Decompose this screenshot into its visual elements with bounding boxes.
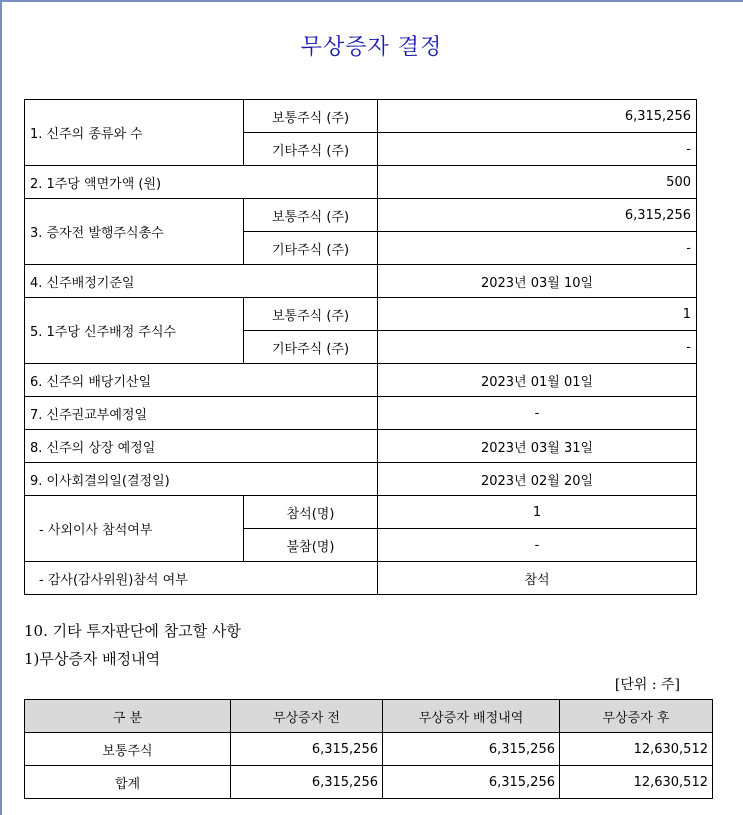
sub-label: 보통주식 (주) xyxy=(244,100,378,133)
row-label: 5. 1주당 신주배정 주식수 xyxy=(25,298,244,364)
sub-label: 기타주식 (주) xyxy=(244,232,378,265)
page-title: 무상증자 결정 xyxy=(300,35,443,60)
cell-value: 2023년 01월 01일 xyxy=(378,364,697,397)
table-row xyxy=(25,298,697,331)
allocation-table xyxy=(24,699,713,799)
table-row xyxy=(25,199,697,232)
section-subheading: 1)무상증자 배정내역 xyxy=(24,650,161,668)
cell-value: 2023년 03월 10일 xyxy=(378,265,697,298)
cell-value: 1 xyxy=(378,496,697,529)
table-row xyxy=(25,166,697,199)
table-row xyxy=(25,397,697,430)
column-header: 무상증자 배정내역 xyxy=(383,700,560,733)
table-cell: 12,630,512 xyxy=(560,733,713,766)
cell-value: 500 xyxy=(378,166,697,199)
row-label: 6. 신주의 배당기산일 xyxy=(25,364,378,397)
cell-value: 1 xyxy=(378,298,697,331)
row-label: 1. 신주의 종류와 수 xyxy=(25,100,244,166)
sub-label: 기타주식 (주) xyxy=(244,331,378,364)
cell-value: - xyxy=(378,133,697,166)
cell-value: - xyxy=(378,331,697,364)
cell-value: 6,315,256 xyxy=(378,199,697,232)
sub-label: 보통주식 (주) xyxy=(244,298,378,331)
column-header: 무상증자 전 xyxy=(231,700,383,733)
row-label: 9. 이사회결의일(결정일) xyxy=(25,463,378,496)
column-header: 구 분 xyxy=(25,700,231,733)
cell-value: - xyxy=(378,232,697,265)
table-row xyxy=(25,562,697,595)
column-header: 무상증자 후 xyxy=(560,700,713,733)
cell-value: - xyxy=(378,529,697,562)
table-cell: 6,315,256 xyxy=(231,733,383,766)
table-row xyxy=(25,430,697,463)
row-label: 3. 증자전 발행주식총수 xyxy=(25,199,244,265)
row-label: 7. 신주권교부예정일 xyxy=(25,397,378,430)
table-header-row xyxy=(25,700,713,733)
cell-value: 2023년 02월 20일 xyxy=(378,463,697,496)
table-cell: 6,315,256 xyxy=(383,766,560,799)
cell-value: 6,315,256 xyxy=(378,100,697,133)
table-cell: 보통주식 xyxy=(25,733,231,766)
sub-label: 참석(명) xyxy=(244,496,378,529)
sub-label: 보통주식 (주) xyxy=(244,199,378,232)
table-cell: 12,630,512 xyxy=(560,766,713,799)
section-heading: 10. 기타 투자판단에 참고할 사항 xyxy=(24,622,241,640)
row-label: 4. 신주배정기준일 xyxy=(25,265,378,298)
row-label: 8. 신주의 상장 예정일 xyxy=(25,430,378,463)
decision-table xyxy=(24,99,697,595)
cell-value: - xyxy=(378,397,697,430)
table-cell: 6,315,256 xyxy=(231,766,383,799)
cell-value: 2023년 03월 31일 xyxy=(378,430,697,463)
sub-label: 불참(명) xyxy=(244,529,378,562)
table-row xyxy=(25,463,697,496)
table-row xyxy=(25,265,697,298)
table-row xyxy=(25,766,713,799)
unit-label: [단위 : 주] xyxy=(614,677,680,693)
table-row xyxy=(25,733,713,766)
row-label: - 사외이사 참석여부 xyxy=(25,496,244,562)
row-label: 2. 1주당 액면가액 (원) xyxy=(25,166,378,199)
table-row xyxy=(25,100,697,133)
sub-label: 기타주식 (주) xyxy=(244,133,378,166)
table-cell: 합계 xyxy=(25,766,231,799)
table-row xyxy=(25,496,697,529)
table-row xyxy=(25,364,697,397)
cell-value: 참석 xyxy=(378,562,697,595)
row-label: - 감사(감사위원)참석 여부 xyxy=(25,562,378,595)
table-cell: 6,315,256 xyxy=(383,733,560,766)
